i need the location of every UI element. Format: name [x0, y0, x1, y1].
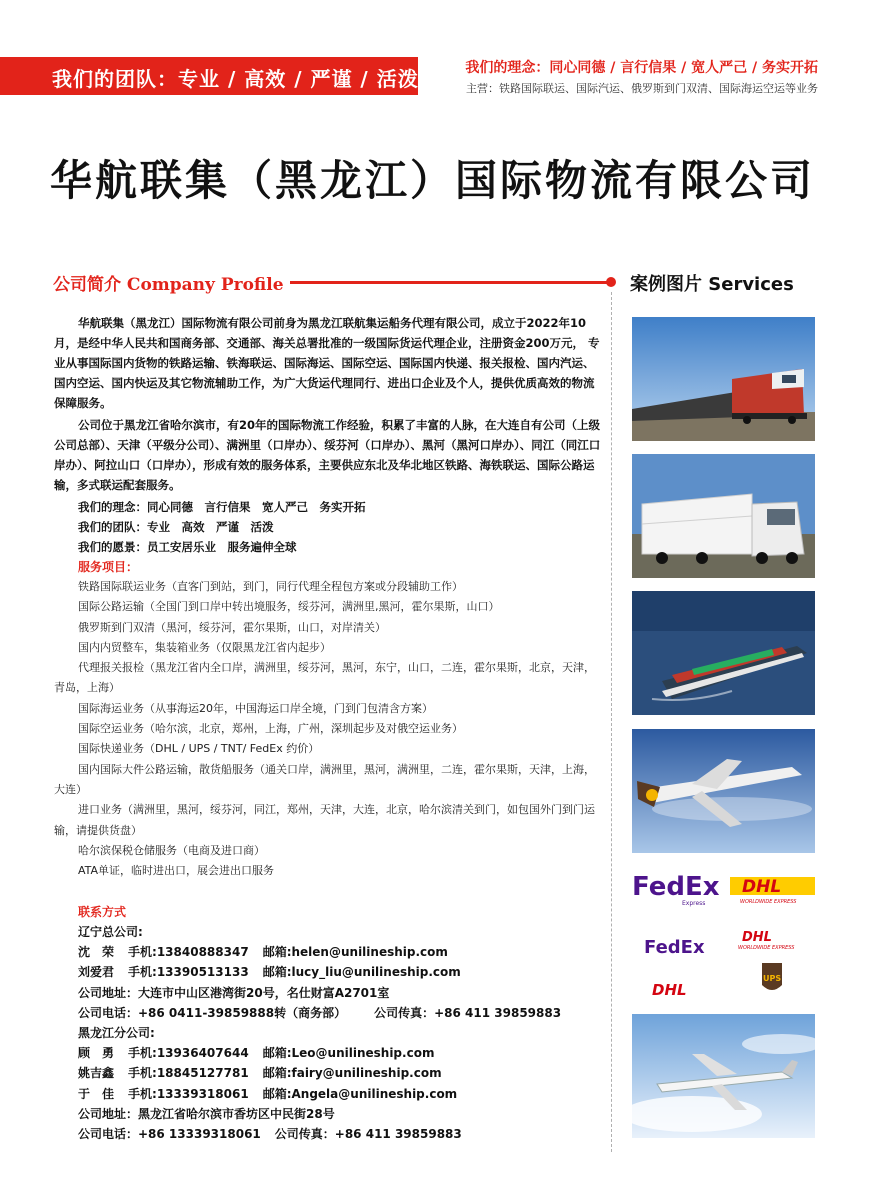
heilongjiang-label: 黑龙江分公司:	[78, 1026, 155, 1041]
contact-name: 姚吉鑫	[78, 1066, 115, 1081]
mobile-label: 手机:	[128, 945, 157, 960]
dhl-logo-2: DHL	[742, 930, 772, 945]
dhl-logo-sub: WORLDWIDE EXPRESS	[740, 899, 797, 905]
email-link[interactable]: fairy@unilineship.com	[291, 1066, 442, 1081]
service-item: 国际快递业务（DHL / UPS / TNT/ FedEx 约价）	[78, 742, 320, 756]
mobile-number: 18845127781	[156, 1066, 249, 1081]
heading-rule-dot	[606, 277, 616, 287]
team-banner	[0, 57, 418, 95]
service-item: ATA单证，临时进出口，展会进出口服务	[78, 864, 275, 878]
profile-heading-cn: 公司简介	[53, 275, 121, 295]
profile-paragraph-2: 公司位于黑龙江省哈尔滨市，有20年的国际物流工作经验，积累了丰富的人脉，在大连自有公司（上级公司总部）、天津（平级分公司）、满洲里（口岸办）、绥芬河（口岸办）、黑河（黑河口岸办）、同江（同江口岸办）、阿拉山口（口岸办），形成有效的服务体系，主要供应东北及华北地区铁路、海铁联运、国际公路运输，多式联运配套服务。	[54, 418, 601, 492]
cases-heading: 案例图片 Services	[630, 274, 794, 295]
profile-philosophy: 我们的理念：同心同德 言行信果 宽人严己 务实开拓	[78, 500, 366, 514]
business-scope: 主营：铁路国际联运、国际汽运、俄罗斯到门双清、国际海运空运等业务	[466, 82, 818, 95]
mobile-number: 13339318061	[156, 1086, 249, 1101]
team-banner-text: 我们的团队：专业 / 高效 / 严谨 / 活泼	[52, 67, 419, 91]
contact-row	[78, 1043, 608, 1063]
fedex-logo-2: FedEx	[644, 937, 705, 958]
contact-row	[78, 962, 608, 982]
company-title: 华航联集（黑龙江）国际物流有限公司	[50, 156, 816, 205]
service-item: 铁路国际联运业务（直客门到站，到门，同行代理全程包方案或分段辅助工作）	[78, 580, 463, 593]
dhl-logo: DHL	[742, 877, 782, 897]
service-item: 国内内贸整车，集装箱业务（仅限黑龙江省内起步）	[78, 640, 331, 654]
contact-name: 于 佳	[78, 1086, 115, 1101]
mobile-label: 手机:	[128, 1066, 157, 1081]
profile-team: 我们的团队：专业 高效 严谨 活泼	[78, 520, 274, 534]
airplane-photo	[632, 1014, 815, 1138]
dhl-logo-3: DHL	[652, 981, 687, 999]
email-label: 邮箱:	[262, 1086, 292, 1101]
service-item: 进口业务（满洲里，黑河，绥芬河，同江，郑州，天津，大连，北京，哈尔滨清关到门，如包国外门到门运输，请提供货盘）	[54, 803, 595, 837]
email-label: 邮箱:	[262, 1046, 292, 1061]
heilongjiang-address: 公司地址：黑龙江省哈尔滨市香坊区中民街28号	[78, 1106, 335, 1121]
courier-logos	[632, 867, 815, 1001]
profile-content	[54, 313, 604, 881]
email-link[interactable]: Leo@unilineship.com	[291, 1046, 435, 1061]
liaoning-address: 公司地址：大连市中山区港湾街20号，名仕财富A2701室	[78, 985, 390, 1000]
train-photo	[632, 317, 815, 441]
column-divider	[611, 292, 612, 1152]
contact-name: 顾 勇	[78, 1046, 115, 1061]
profile-heading	[53, 270, 284, 295]
liaoning-label: 辽宁总公司:	[78, 925, 143, 939]
service-item: 哈尔滨保税仓储服务（电商及进口商）	[78, 843, 265, 857]
liaoning-phone-fax	[78, 1003, 608, 1023]
email-link[interactable]: Angela@unilineship.com	[291, 1086, 458, 1101]
service-item: 俄罗斯到门双清（黑河，绥芬河，霍尔果斯，山口，对岸清关）	[78, 620, 386, 634]
contact-section	[78, 902, 608, 1144]
truck-photo	[632, 454, 815, 578]
mobile-number: 13936407644	[156, 1046, 249, 1061]
heading-rule	[290, 281, 610, 284]
mobile-number: 13840888347	[156, 945, 249, 960]
mobile-label: 手机:	[128, 965, 157, 980]
contact-title: 联系方式	[78, 905, 127, 919]
heilongjiang-phone: 公司电话：+86 13339318061	[78, 1127, 261, 1142]
contact-row	[78, 1084, 608, 1104]
mobile-label: 手机:	[128, 1046, 157, 1061]
service-item: 国际公路运输（全国门到口岸中转出境服务，绥芬河，满洲里,黑河，霍尔果斯，山口）	[78, 600, 500, 614]
heilongjiang-phone-fax	[78, 1124, 608, 1144]
dhl-logo-2-sub: WORLDWIDE EXPRESS	[738, 945, 795, 951]
contact-name: 刘爱君	[78, 965, 115, 980]
contact-name: 沈 荣	[78, 945, 115, 960]
service-item: 国际海运业务（从事海运20年，中国海运口岸全境，门到门包清含方案）	[78, 701, 433, 715]
email-link[interactable]: helen@unilineship.com	[291, 945, 448, 960]
email-link[interactable]: lucy_liu@unilineship.com	[291, 965, 461, 980]
service-item: 代理报关报检（黑龙江省内全口岸，满洲里，绥芬河，黑河，东宁，山口，二连，霍尔果斯，北京，天津，青岛，上海）	[54, 661, 595, 695]
fedex-logo-sub: Express	[682, 900, 706, 907]
heilongjiang-fax: 公司传真：+86 411 39859883	[274, 1127, 462, 1142]
philosophy-slogan: 我们的理念：同心同德 / 言行信果 / 宽人严己 / 务实开拓	[465, 60, 818, 76]
contact-row	[78, 942, 608, 962]
ups-logo: UPS	[763, 974, 782, 983]
email-label: 邮箱:	[262, 965, 292, 980]
email-label: 邮箱:	[262, 945, 292, 960]
cargo-plane-photo	[632, 729, 815, 853]
liaoning-phone: 公司电话：+86 0411-39859888转（商务部）	[78, 1005, 347, 1020]
container-ship-photo	[632, 591, 815, 715]
profile-paragraph-1: 华航联集（黑龙江）国际物流有限公司前身为黑龙江联航集运船务代理有限公司，成立于2022年10月，是经中华人民共和国商务部、交通部、海关总署批准的一级国际货运代理企业，注册资金200万元， 专业从事国际国内货物的铁路运输、铁海联运、国际海运、国际空运、国际国内快递、报关报检、国内汽运、国内空运、国内快运及其它物流辅助工作，为广大货运代理同行、进出口企业及个人，提供优质高效的物流保障服务。	[54, 316, 600, 410]
profile-vision: 我们的愿景：员工安居乐业 服务遍伸全球	[78, 540, 297, 554]
mobile-label: 手机:	[128, 1086, 157, 1101]
service-item: 国内国际大件公路运输，散货船服务（通关口岸，满洲里，黑河，满洲里，二连，霍尔果斯，天津，上海，大连）	[54, 762, 595, 796]
email-label: 邮箱:	[262, 1066, 292, 1081]
services-title: 服务项目：	[78, 560, 139, 574]
fedex-logo: FedEx	[632, 872, 720, 902]
service-item: 国际空运业务（哈尔滨，北京，郑州，上海，广州，深圳起步及对俄空运业务）	[78, 722, 463, 736]
profile-heading-en: Company Profile	[126, 275, 284, 295]
contact-row	[78, 1063, 608, 1083]
liaoning-fax: 公司传真：+86 411 39859883	[374, 1005, 562, 1020]
mobile-number: 13390513133	[156, 965, 249, 980]
